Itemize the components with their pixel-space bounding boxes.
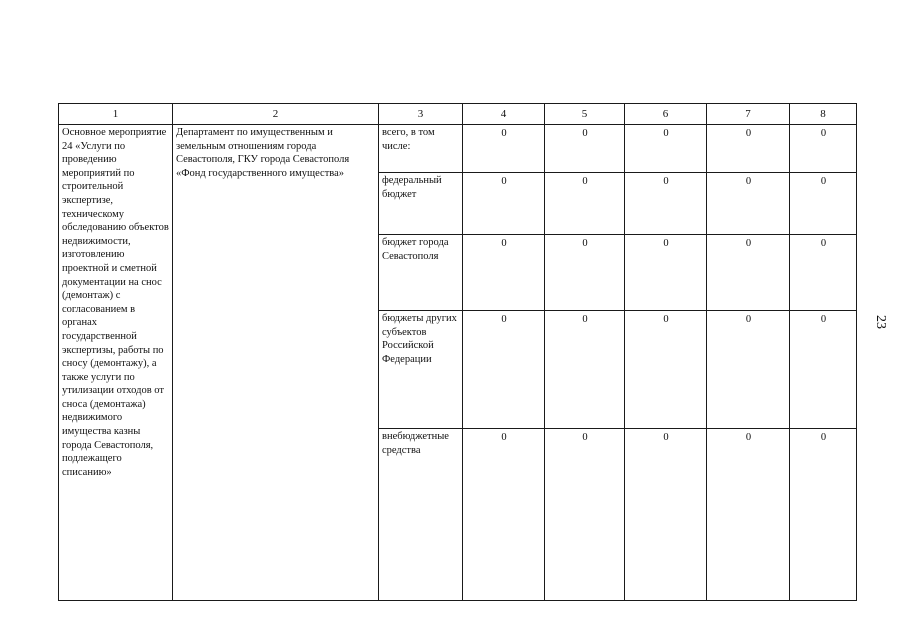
column-header-8: 8 <box>790 104 857 125</box>
value-cell: 0 <box>463 311 545 429</box>
column-header-7: 7 <box>707 104 790 125</box>
value-cell: 0 <box>625 173 707 235</box>
value-cell: 0 <box>790 429 857 601</box>
value-cell: 0 <box>707 125 790 173</box>
table-row <box>59 125 857 173</box>
value-cell: 0 <box>463 125 545 173</box>
funding-source: всего, в том числе: <box>379 125 463 173</box>
column-header-1: 1 <box>59 104 173 125</box>
column-header-5: 5 <box>545 104 625 125</box>
value-cell: 0 <box>790 311 857 429</box>
column-header-4: 4 <box>463 104 545 125</box>
page-number: 23 <box>873 315 888 329</box>
value-cell: 0 <box>625 429 707 601</box>
value-cell: 0 <box>707 429 790 601</box>
column-header-6: 6 <box>625 104 707 125</box>
value-cell: 0 <box>790 235 857 311</box>
value-cell: 0 <box>707 235 790 311</box>
value-cell: 0 <box>625 235 707 311</box>
value-cell: 0 <box>707 311 790 429</box>
column-header-3: 3 <box>379 104 463 125</box>
value-cell: 0 <box>463 235 545 311</box>
activity-description: Основное мероприятие 24 «Услуги по проведению мероприятий по строительной экспертизе, техническому обследованию объектов недвижимости, изготовлению проектной и сметной документации на снос (демонтаж) с согласованием в органах государственной экспертизы, работы по сносу (демонтажу), а также услуги по утилизации отходов от сноса (демонтажа) недвижимого имущества казны города Севастополя, подлежащего списанию» <box>59 125 173 601</box>
responsible-executor: Департамент по имущественным и земельным отношениям города Севастополя, ГКУ города Севастополя «Фонд государственного имущества» <box>173 125 379 601</box>
value-cell: 0 <box>790 173 857 235</box>
value-cell: 0 <box>463 429 545 601</box>
value-cell: 0 <box>463 173 545 235</box>
funding-source: внебюджетные средства <box>379 429 463 601</box>
value-cell: 0 <box>625 125 707 173</box>
value-cell: 0 <box>545 235 625 311</box>
value-cell: 0 <box>790 125 857 173</box>
value-cell: 0 <box>545 173 625 235</box>
column-number-row <box>59 104 857 125</box>
funding-source: федеральный бюджет <box>379 173 463 235</box>
column-header-2: 2 <box>173 104 379 125</box>
funding-table <box>58 103 857 601</box>
value-cell: 0 <box>545 311 625 429</box>
value-cell: 0 <box>707 173 790 235</box>
value-cell: 0 <box>625 311 707 429</box>
value-cell: 0 <box>545 429 625 601</box>
funding-source: бюджет города Севастополя <box>379 235 463 311</box>
value-cell: 0 <box>545 125 625 173</box>
funding-source: бюджеты других субъектов Российской Федерации <box>379 311 463 429</box>
